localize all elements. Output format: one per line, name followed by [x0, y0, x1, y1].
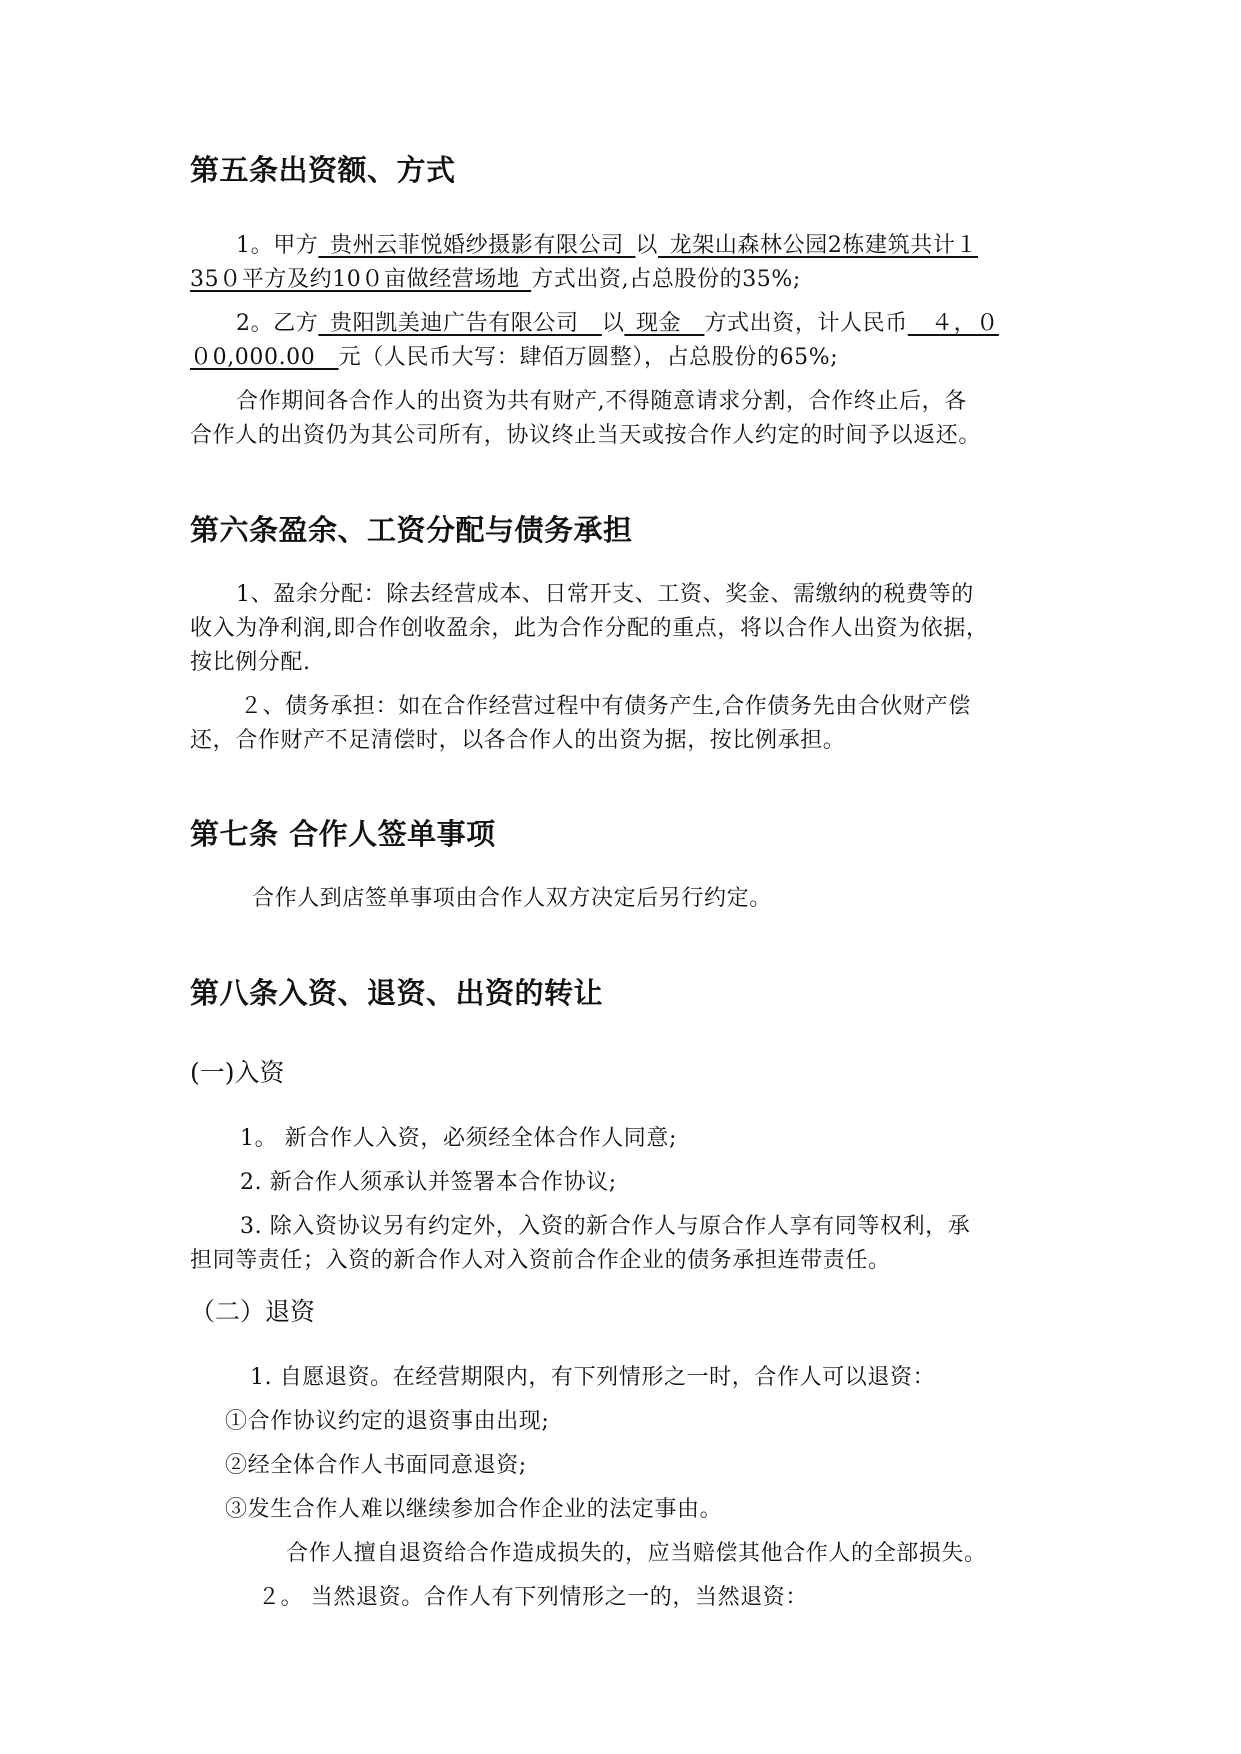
article-5-paragraph-3-line-1: 合作期间各合作人的出资为共有财产,不得随意请求分割，合作终止后，各	[236, 389, 967, 414]
article-7-heading: 第七条 合作人签单事项	[190, 817, 496, 851]
section-2-note: 合作人擅自退资给合作造成损失的，应当赔偿其他合作人的全部损失。	[286, 1541, 987, 1566]
article-5-paragraph-3-line-2: 合作人的出资仍为其公司所有，协议终止当天或按合作人约定的时间予以返还。	[190, 423, 982, 448]
clause-connector: 以	[601, 311, 625, 336]
article-6-clause-1-line-1: 1、盈余分配：除去经营成本、日常开支、工资、奖金、需缴纳的税费等的	[236, 582, 974, 607]
article-6-clause-1-line-3: 按比例分配.	[190, 650, 311, 675]
article-5-clause-1-line-2	[190, 262, 801, 293]
article-8-heading: 第八条入资、退资、出资的转让	[190, 976, 604, 1010]
section-2-condition-3: ③发生合作人难以继续参加合作企业的法定事由。	[225, 1497, 723, 1522]
section-2-title: （二）退资	[190, 1297, 316, 1326]
article-5-clause-2-line-1	[236, 306, 999, 337]
clause-text: 方式出资，计人民币	[704, 311, 908, 336]
clause-prefix: 1。甲方	[236, 233, 319, 258]
party-b-name: _贵阳凯美迪广告有限公司__	[318, 311, 602, 336]
clause-connector: 以	[635, 233, 659, 258]
section-1-item-3-line-1: 3. 除入资协议另有约定外，入资的新合作人与原合作人享有同等权利，承	[240, 1214, 971, 1239]
party-b-amount: __４，０	[907, 311, 999, 336]
article-6-clause-2-line-2: 还，合作财产不足清偿时，以各合作人的出资为据，按比例承担。	[190, 728, 846, 753]
article-5-clause-1-line-1	[236, 228, 978, 259]
clause-prefix: 2。乙方	[236, 311, 319, 336]
clause-suffix: 元（人民币大写：肆佰万圆整），占总股份的65%;	[338, 345, 839, 370]
party-b-form: _现金__	[624, 311, 705, 336]
section-1-item-1: 1。 新合作人入资，必须经全体合作人同意;	[240, 1126, 678, 1151]
party-a-asset-cont: 35０平方及约10０亩做经营场地_	[190, 267, 532, 292]
section-2-condition-2: ②经全体合作人书面同意退资;	[225, 1453, 527, 1478]
article-7-paragraph: 合作人到店签单事项由合作人双方决定后另行约定。	[252, 886, 772, 911]
section-1-item-2: 2. 新合作人须承认并签署本合作协议;	[240, 1170, 617, 1195]
party-a-asset: _龙架山森林公园2栋建筑共计１	[658, 233, 979, 258]
section-1-title: (一)入资	[190, 1058, 285, 1087]
article-5-heading: 第五条出资额、方式	[190, 153, 456, 187]
article-6-clause-2-line-1: ２、债务承担：如在合作经营过程中有债务产生,合作债务先由合伙财产偿	[240, 694, 971, 719]
article-6-heading: 第六条盈余、工资分配与债务承担	[190, 513, 633, 547]
clause-suffix: 方式出资,占总股份的35%;	[531, 267, 801, 292]
party-a-name: _贵州云菲悦婚纱摄影有限公司_	[318, 233, 636, 258]
party-b-amount-cont: ０0,000.00__	[190, 345, 339, 370]
article-5-clause-2-line-2	[190, 340, 838, 371]
section-2-item-2: ２。 当然退资。合作人有下列情形之一的，当然退资：	[258, 1585, 808, 1610]
article-6-clause-1-line-2: 收入为净利润,即合作创收盈余，此为合作分配的重点，将以合作人出资为依据，	[190, 616, 989, 641]
section-1-item-3-line-2: 担同等责任；入资的新合作人对入资前合作企业的债务承担连带责任。	[190, 1248, 891, 1273]
section-2-condition-1: ①合作协议约定的退资事由出现;	[225, 1409, 550, 1434]
section-2-item-1: 1. 自愿退资。在经营期限内，有下列情形之一时，合作人可以退资：	[250, 1365, 936, 1390]
